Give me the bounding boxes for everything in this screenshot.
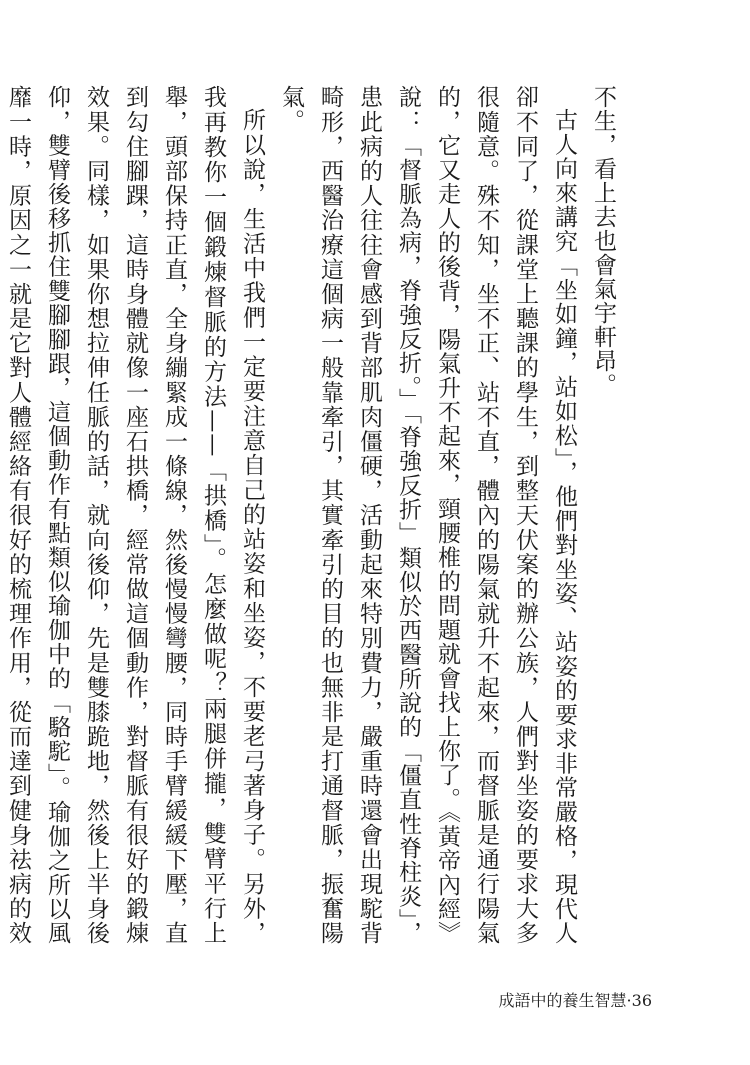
vertical-text-body <box>0 85 622 945</box>
page-footer <box>499 988 652 1011</box>
paragraph-2: 古人向來講究「坐如鐘，站如松」，他們對坐姿、站姿的要求非常嚴格，現代人卻不同了，從課堂上聽課的學生，到整天伏案的辦公族，人們對坐姿的要求大多很隨意。殊不知，坐不正、站不直，體內的陽氣就升不起來，而督脈是通行陽氣的，它又走人的後背，陽氣升不起來，頸腰椎的問題就會找上你了。《黃帝內經》說：「督脈為病，脊強反折。」「脊強反折」類似於西醫所說的「僵直性脊柱炎」，患此病的人往往會感到背部肌肉僵硬，活動起來特別費力，嚴重時還會出現駝背畸形，西醫治療這個病一般靠牽引，其實牽引的目的也無非是打通督脈，振奮陽氣。 <box>278 85 577 945</box>
paragraph-3: 所以說，生活中我們一定要注意自己的站姿和坐姿，不要老弓著身子。另外，我再教你一個鍛煉督脈的方法——「拱橋」。怎麼做呢？兩腿併攏，雙臂平行上舉，頭部保持正直，全身繃緊成一條線，然後慢慢彎腰，同時手臂緩緩下壓，直到勾住腳踝，這時身體就像一座石拱橋，經常做這個動作，對督脈有很好的鍛煉效果。同樣，如果你想拉伸任脈的話，就向後仰，先是雙膝跪地，然後上半身後仰，雙臂後移抓住雙腳腳跟，這個動作有點類似瑜伽中的「駱駝」。瑜伽之所以風靡一時，原因之一就是它對人體經絡有很好的梳理作用，從而達到健身祛病的效 <box>5 85 265 945</box>
paragraph-1: 不生，看上去也會氣宇軒昂。 <box>590 85 616 397</box>
footer-book-title: 成語中的養生智慧 <box>498 991 627 1010</box>
page-number: 36 <box>631 991 652 1010</box>
footer-separator: · <box>626 991 632 1010</box>
